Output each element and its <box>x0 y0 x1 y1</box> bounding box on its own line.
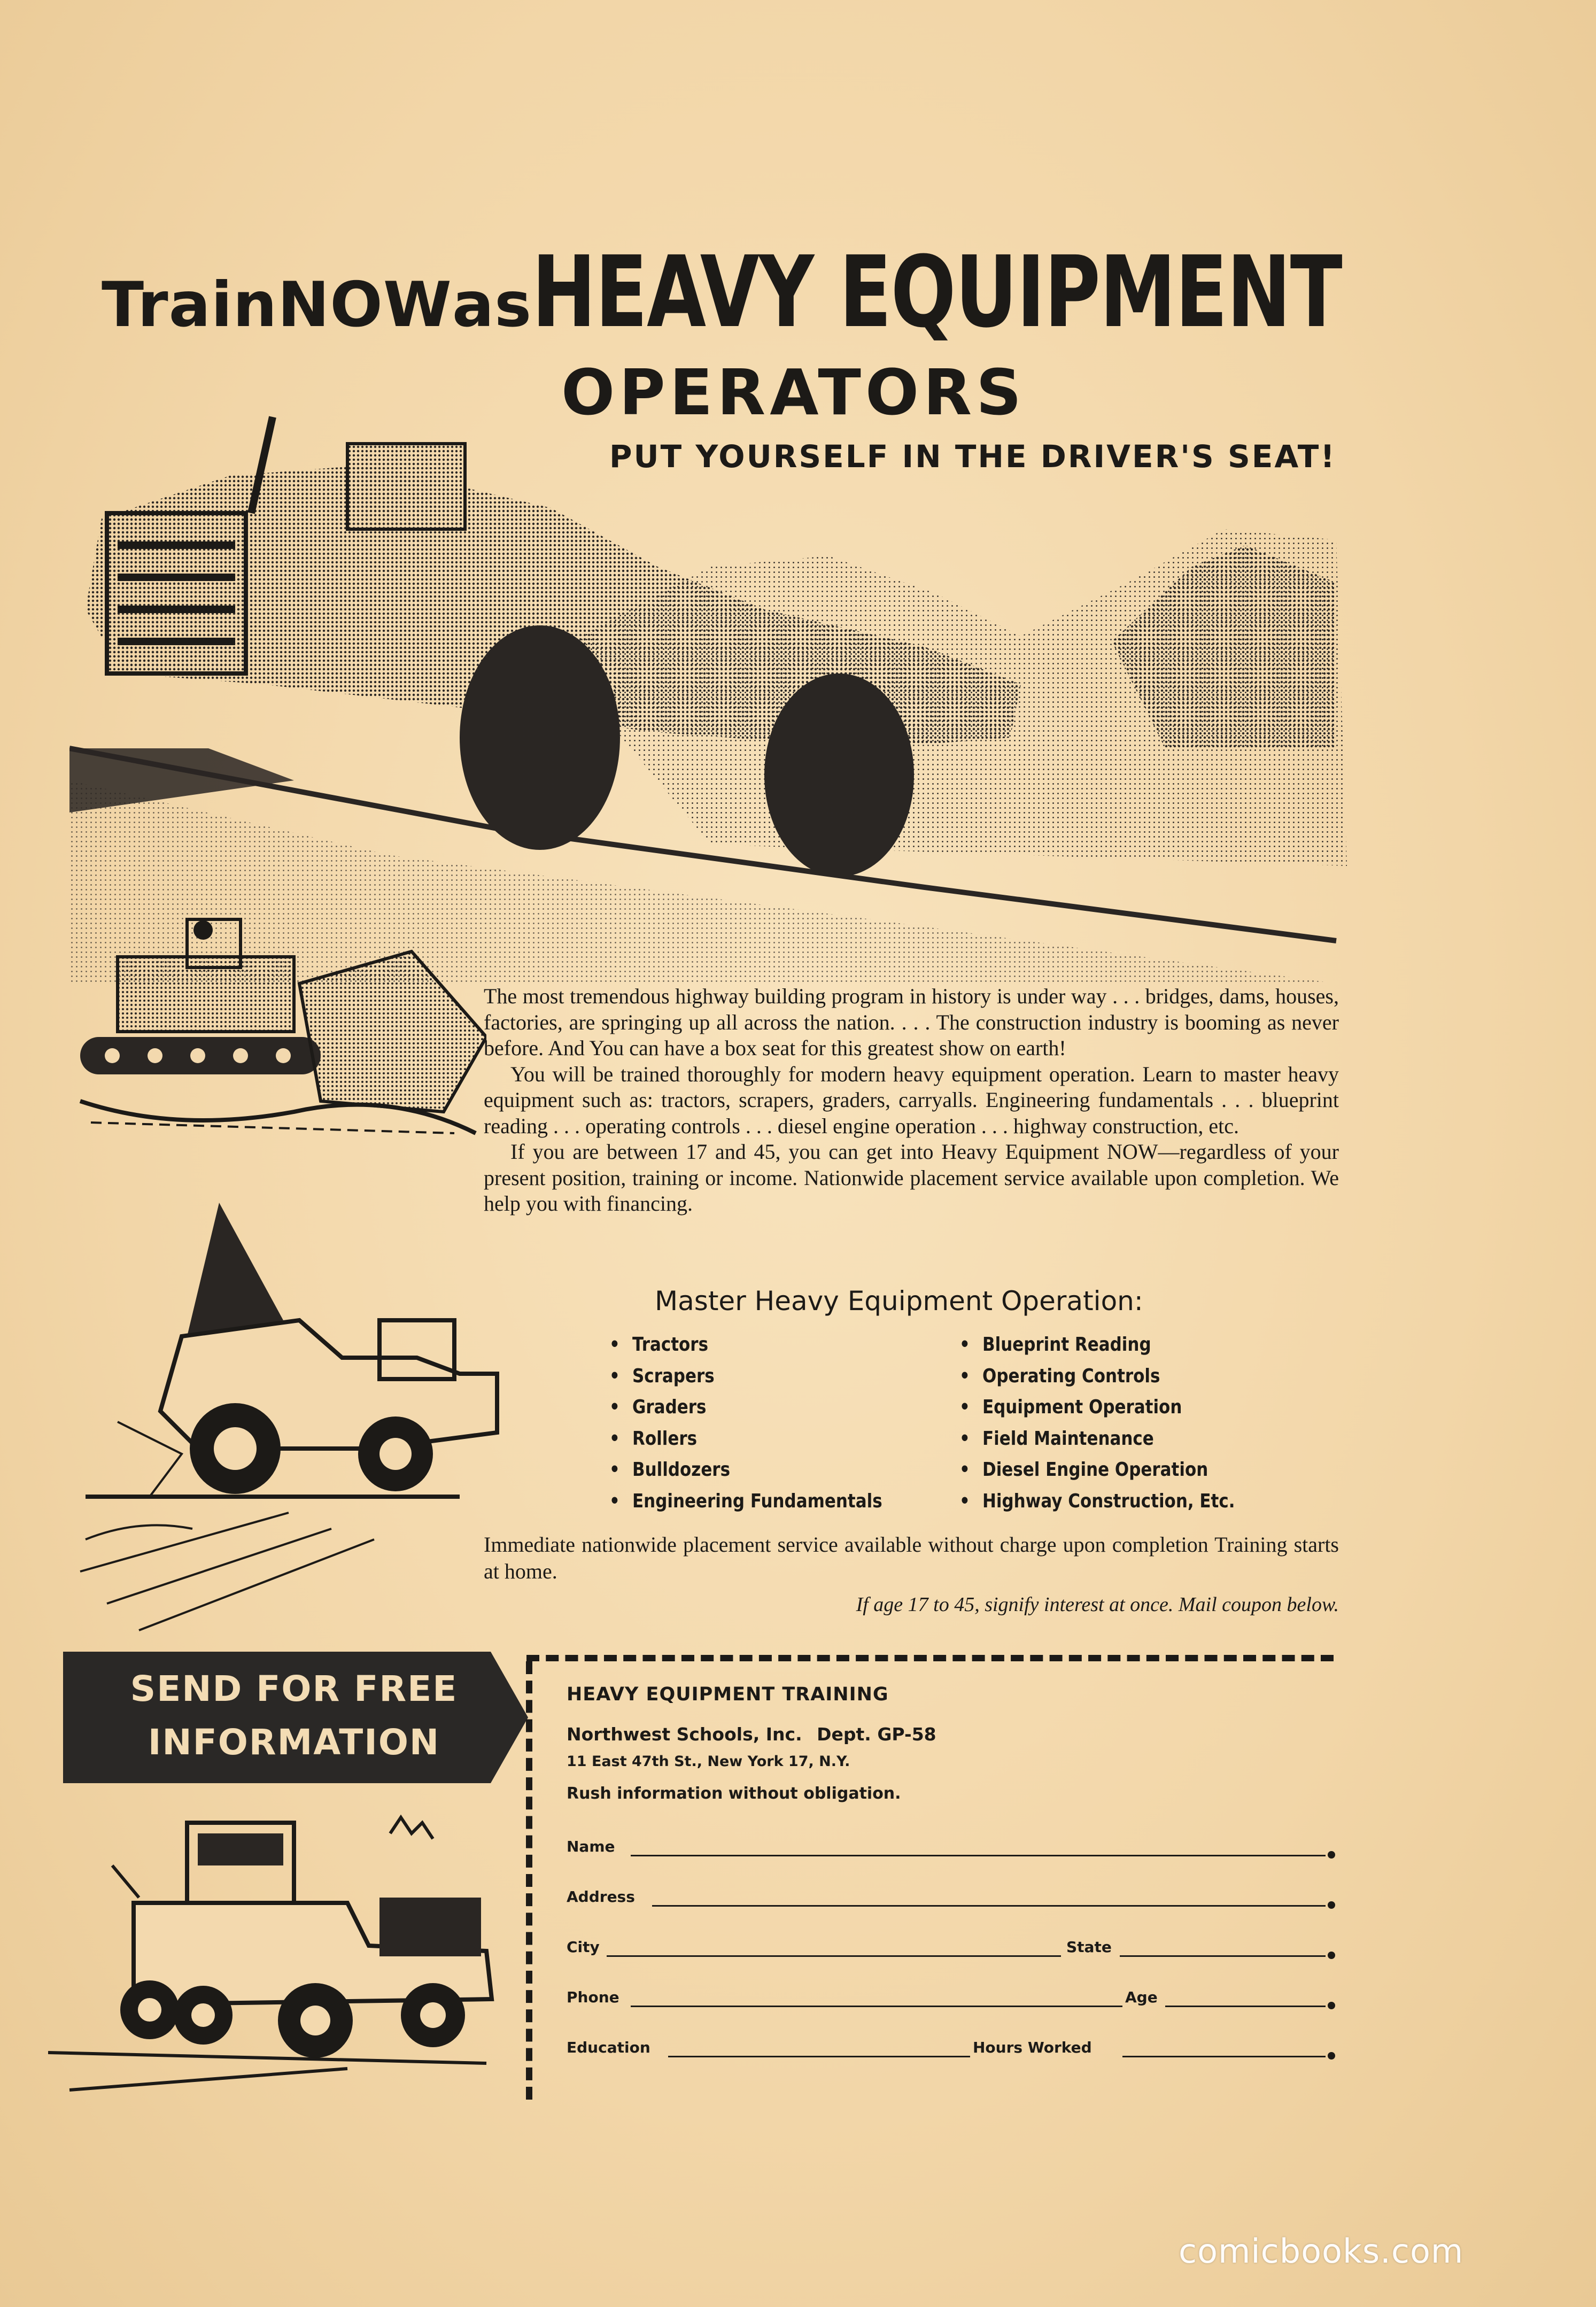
list-item: • Blueprint Reading <box>959 1334 1235 1365</box>
state-field[interactable] <box>1120 1955 1326 1957</box>
earthmover-illustration <box>69 406 1347 984</box>
coupon-school <box>567 1724 936 1745</box>
row-end-dot <box>1328 2002 1335 2009</box>
banner-line-2: INFORMATION <box>148 1722 440 1763</box>
body-paragraph-2: You will be trained thoroughly for modern heavy equipment operation. Learn to master heavy equipment such as: tractors, scrapers, graders, carryalls. Engineering fundamentals . . . blueprint reading . . . operating controls . . . diesel engine operation . . . highway construction, etc. <box>484 1062 1339 1138</box>
body-paragraph-3: If you are between 17 and 45, you can get into Heavy Equipment NOW—regardless of your present position, training or income. Nationwide placement service available upon completion. We help you with financing. <box>484 1140 1339 1216</box>
row-end-dot <box>1328 1851 1335 1859</box>
age-field[interactable] <box>1165 2006 1326 2007</box>
list-item: • Engineering Fundamentals <box>609 1490 882 1522</box>
city-label: City <box>567 1938 600 1956</box>
row-end-dot <box>1328 2052 1335 2060</box>
row-end-dot <box>1328 1901 1335 1909</box>
signify-text: If age 17 to 45, signify interest at once. Mail coupon below. <box>856 1593 1339 1616</box>
banner-text <box>107 1662 481 1769</box>
skills-list-right <box>959 1334 1235 1521</box>
grader-illustration <box>48 1812 502 2111</box>
list-item: • Highway Construction, Etc. <box>959 1490 1235 1522</box>
placement-text: Immediate nationwide placement service available without charge upon completion Training starts at home. <box>484 1532 1339 1583</box>
list-item: • Graders <box>609 1396 882 1428</box>
list-item: • Tractors <box>609 1334 882 1365</box>
name-label: Name <box>567 1838 615 1855</box>
coupon-dashed-left <box>526 1661 532 2100</box>
headline-train: Train <box>102 269 278 341</box>
coupon-rush: Rush information without obligation. <box>567 1784 901 1803</box>
hours-worked-field[interactable] <box>1122 2056 1326 2057</box>
headline-subline: PUT YOURSELF IN THE DRIVER'S SEAT! <box>609 438 1336 475</box>
headline-heavy-equipment: HEAVY EQUIPMENT <box>532 235 1342 350</box>
watermark: comicbooks.com <box>1179 2232 1464 2271</box>
scraper-illustration <box>75 1197 502 1636</box>
headline-now: NOW <box>277 269 452 341</box>
coupon-dashed-top <box>526 1655 1334 1668</box>
coupon-address: 11 East 47th St., New York 17, N.Y. <box>567 1753 850 1770</box>
headline-as: as <box>452 269 532 341</box>
address-label: Address <box>567 1888 635 1906</box>
education-field[interactable] <box>668 2056 970 2057</box>
city-field[interactable] <box>607 1955 1061 1957</box>
headline-operators: OPERATORS <box>561 355 1026 429</box>
body-paragraph-1: The most tremendous highway building program in history is under way . . . bridges, dams, houses, factories, are springing up all across the nation. . . . The construction industry is booming as never before. And You can have a box seat for this greatest show on earth! <box>484 984 1339 1060</box>
list-item: • Rollers <box>609 1428 882 1459</box>
list-item: • Bulldozers <box>609 1459 882 1490</box>
list-item: • Diesel Engine Operation <box>959 1459 1235 1490</box>
age-label: Age <box>1125 1988 1158 2006</box>
state-label: State <box>1066 1938 1112 1956</box>
coupon-school-name: Northwest Schools, Inc. <box>567 1724 802 1745</box>
name-field[interactable] <box>631 1855 1326 1856</box>
body-copy <box>484 984 1339 1217</box>
phone-field[interactable] <box>631 2006 1122 2007</box>
hours-worked-label: Hours Worked <box>973 2039 1092 2056</box>
address-field[interactable] <box>652 1905 1326 1907</box>
row-end-dot <box>1328 1952 1335 1959</box>
headline <box>102 235 1358 358</box>
bulldozer-illustration <box>69 909 486 1155</box>
master-heading: Master Heavy Equipment Operation: <box>655 1286 1143 1317</box>
list-item: • Field Maintenance <box>959 1428 1235 1459</box>
skills-list-left <box>609 1334 882 1521</box>
list-item: • Scrapers <box>609 1365 882 1397</box>
phone-label: Phone <box>567 1988 619 2006</box>
coupon-title: HEAVY EQUIPMENT TRAINING <box>567 1684 889 1705</box>
education-label: Education <box>567 2039 650 2056</box>
list-item: • Equipment Operation <box>959 1396 1235 1428</box>
banner-line-1: SEND FOR FREE <box>130 1668 458 1709</box>
coupon-dept: Dept. GP-58 <box>817 1724 936 1745</box>
list-item: • Operating Controls <box>959 1365 1235 1397</box>
